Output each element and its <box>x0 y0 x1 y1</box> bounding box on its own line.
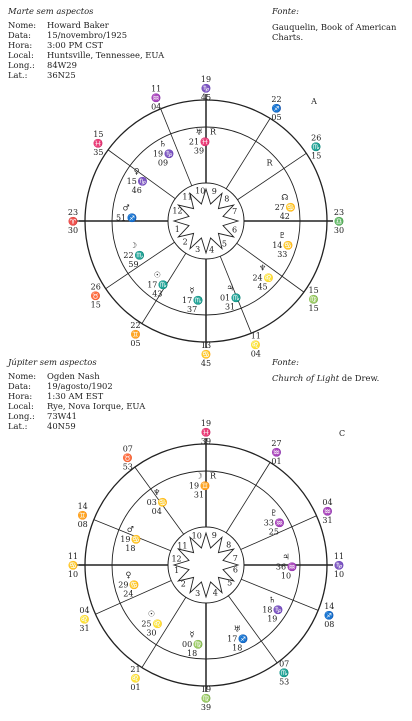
house-number: 1 <box>174 224 180 234</box>
cusp-sign: ♏ <box>279 668 290 678</box>
cusp-sign: ♋ <box>68 561 78 570</box>
planet-minute: 24 <box>123 589 134 599</box>
chart-letter: A <box>311 97 317 106</box>
planet-degree: 17 <box>227 634 238 644</box>
planet-label <box>120 525 141 553</box>
house-number: 1 <box>174 566 180 576</box>
planet-sign: ♒ <box>287 562 297 572</box>
house-number: 7 <box>232 207 238 217</box>
cusp-minute: 53 <box>279 677 290 687</box>
planet-glyph: R <box>266 158 273 168</box>
planet-sign: ♑ <box>137 177 148 186</box>
cusp-label <box>279 660 289 687</box>
house-number: 3 <box>195 244 201 254</box>
planet-degree: 29 <box>118 580 129 590</box>
planet-glyph: ♀ <box>133 167 140 176</box>
planet-degree: 17 <box>182 295 193 305</box>
planet-glyph: ☿ <box>189 285 195 295</box>
chart-a-source-text: Gauquelin, Book of American Charts. <box>272 22 397 42</box>
cusp-label <box>322 498 332 525</box>
cusp-label <box>151 85 161 112</box>
info-key: Data: <box>8 30 31 40</box>
info-value: 36N25 <box>47 70 76 80</box>
planet-sign: ♒ <box>274 518 285 528</box>
cusp-minute: 15 <box>90 300 101 310</box>
planet-label <box>118 570 139 598</box>
cusp-degree: 19 <box>200 75 212 84</box>
cusp-minute: 30 <box>67 226 79 235</box>
cusp-minute: 01 <box>130 682 141 692</box>
cusp-degree: 26 <box>90 282 101 292</box>
info-key: Long.: <box>8 60 35 70</box>
house-number: 11 <box>182 192 193 202</box>
cusp-degree: 21 <box>130 664 141 674</box>
planet-degree: 33 <box>263 518 274 528</box>
planet-glyph: ☊ <box>281 193 289 203</box>
planet-glyph: ☉ <box>147 609 156 619</box>
planet-glyph: ♀ <box>125 570 132 580</box>
planet-minute: 18 <box>187 648 198 658</box>
planet-glyph: ♅ <box>233 624 241 634</box>
planet-label <box>189 471 217 499</box>
cusp-sign: ♍ <box>201 694 211 703</box>
cusp-sign: ♍ <box>308 295 319 305</box>
cusp-label <box>130 665 140 692</box>
cusp-degree: 19 <box>200 685 212 694</box>
planet-glyph: ♇ <box>278 231 286 241</box>
planet-minute: 46 <box>131 186 142 195</box>
cusp-minute: 30 <box>333 226 345 235</box>
cusp-label <box>79 606 89 633</box>
cusp-degree: 22 <box>130 320 141 330</box>
cusp-sign: ♓ <box>93 138 104 148</box>
planet-degree: 22 <box>123 250 134 260</box>
planet-label <box>266 158 273 167</box>
cusp-minute: 45 <box>200 93 212 102</box>
info-key: Hora: <box>8 391 33 401</box>
cusp-degree: 04 <box>79 606 90 616</box>
cusp-minute: 39 <box>200 703 212 712</box>
planet-degree: 03 <box>146 497 157 507</box>
planet-sign: ♋ <box>131 534 142 544</box>
cusp-label <box>68 208 78 235</box>
chart-c-source-italic: Church of Light <box>272 373 340 383</box>
planet-degree: 19 <box>152 149 164 159</box>
cusp-minute: 05 <box>130 338 141 348</box>
cusp-minute: 05 <box>271 113 282 123</box>
planet-label <box>275 193 296 221</box>
cusp-degree: 19 <box>200 419 212 428</box>
info-key: Hora: <box>8 40 33 50</box>
cusp-label <box>123 444 133 471</box>
house-cusp-line <box>226 118 270 188</box>
planet-sign: ♓ <box>200 137 211 147</box>
planet-degree: 18 <box>262 605 273 615</box>
house-number: 10 <box>195 186 206 196</box>
planet-glyph: ♄ <box>268 595 276 605</box>
cusp-sign: ♒ <box>322 506 333 516</box>
house-number: 8 <box>224 194 230 204</box>
planet-label <box>276 552 297 580</box>
cusp-sign: ♌ <box>130 673 141 683</box>
cusp-label <box>78 502 88 529</box>
inner-ring <box>168 183 244 259</box>
cusp-minute: 31 <box>79 624 90 634</box>
cusp-minute: 45 <box>200 359 212 368</box>
cusp-label <box>201 419 211 446</box>
house-number: 12 <box>172 206 183 216</box>
planet-label <box>147 270 168 298</box>
cusp-degree: 23 <box>333 208 345 217</box>
cusp-sign: ♊ <box>77 511 88 521</box>
cusp-minute: 53 <box>122 462 133 472</box>
cusp-degree: 07 <box>279 659 290 669</box>
chart-letter: C <box>338 429 346 438</box>
planet-degree: 24 <box>252 273 263 283</box>
cusp-label <box>130 321 140 348</box>
cusp-degree: 13 <box>200 341 212 350</box>
house-number: 10 <box>191 531 202 541</box>
cusp-sign: ♏ <box>311 142 322 152</box>
planet-label <box>227 625 248 653</box>
planet-degree: 15 <box>126 177 137 186</box>
planet-minute: 31 <box>193 490 205 500</box>
info-key: Local: <box>8 401 34 411</box>
info-value: Ogden Nash <box>47 371 100 381</box>
planet-sign: ♏ <box>193 295 204 305</box>
cusp-sign: ♑ <box>334 561 344 570</box>
planet-degree: 17 <box>147 280 158 290</box>
house-number: 2 <box>182 237 188 247</box>
planet-degree: 00 <box>182 639 193 649</box>
planet-degree: 19 <box>188 481 200 491</box>
planet-glyph: ♆ <box>258 263 267 273</box>
planet-sign: ♌ <box>263 273 274 283</box>
planet-glyph: ☽ <box>195 471 203 481</box>
cusp-degree: 27 <box>271 439 282 449</box>
planet-glyph: ♇ <box>270 508 278 518</box>
planet-degree: 19 <box>120 534 131 544</box>
cusp-minute: 31 <box>322 515 333 525</box>
planet-label <box>116 204 137 223</box>
planet-sign: ♋ <box>283 241 294 251</box>
info-value: 15/novembro/1925 <box>47 30 128 40</box>
cusp-degree: 07 <box>122 444 133 454</box>
cusp-sign: ♉ <box>122 453 133 463</box>
planet-glyph: ♂ <box>122 203 130 213</box>
info-value: Rye, Nova Iorque, EUA <box>47 401 146 411</box>
planet-glyph: ♃ <box>226 283 234 293</box>
info-key: Long.: <box>8 411 35 421</box>
cusp-sign: ♑ <box>201 84 211 93</box>
cusp-degree: 11 <box>333 552 345 561</box>
cusp-label <box>334 208 344 235</box>
cusp-label <box>271 439 281 466</box>
cusp-minute: 10 <box>333 570 345 579</box>
info-key: Data: <box>8 381 31 391</box>
planet-minute: 43 <box>152 289 163 299</box>
planet-minute: 42 <box>279 212 290 222</box>
planet-minute: 33 <box>277 250 288 260</box>
cusp-sign: ♈ <box>68 217 78 226</box>
house-number: 8 <box>226 540 232 550</box>
planet-sign: ♌ <box>152 619 163 629</box>
planet-glyph: ♆ <box>153 487 161 497</box>
planet-glyph: ☉ <box>153 270 161 280</box>
cusp-sign: ♒ <box>151 93 162 103</box>
chart-a-wheel <box>68 75 344 368</box>
cusp-sign: ♓ <box>201 428 211 437</box>
planet-degree: 27 <box>274 203 285 213</box>
info-value: 19/agosto/1902 <box>47 381 113 391</box>
cusp-label <box>201 341 211 368</box>
cusp-minute: 39 <box>200 437 212 446</box>
cusp-label <box>251 331 261 358</box>
chart-a-title: Marte sem aspectos <box>8 6 94 16</box>
planet-label <box>272 231 293 259</box>
planet-sign: ♑ <box>273 605 284 615</box>
cusp-degree: 26 <box>311 133 322 143</box>
planet-minute: 09 <box>157 158 169 168</box>
planet-sign: ♐ <box>127 213 138 223</box>
cusp-degree: 15 <box>308 286 319 296</box>
cusp-label <box>311 134 321 161</box>
retrograde-mark: R <box>210 471 217 481</box>
planet-minute: 37 <box>187 304 198 314</box>
cusp-sign: ♐ <box>324 610 335 620</box>
planet-glyph: ♅ <box>195 127 203 137</box>
planet-sign: ♍ <box>193 639 204 649</box>
cusp-label <box>201 75 211 102</box>
chart-c-wheel <box>68 419 345 712</box>
planet-label <box>189 127 217 155</box>
planet-degree: 36 <box>275 562 287 572</box>
planet-label <box>264 509 285 537</box>
cusp-minute: 15 <box>311 151 322 161</box>
planet-sign: ♋ <box>285 203 296 213</box>
cusp-minute: 04 <box>151 102 162 112</box>
info-value: 1:30 AM EST <box>47 391 104 401</box>
planet-minute: 18 <box>125 543 136 553</box>
info-value: Huntsville, Tennessee, EUA <box>47 50 165 60</box>
planet-glyph: ♃ <box>282 552 290 562</box>
cusp-degree: 11 <box>250 331 261 341</box>
cusp-minute: 08 <box>77 520 88 530</box>
cusp-degree: 11 <box>67 552 79 561</box>
planet-label <box>141 610 162 638</box>
cusp-degree: 22 <box>271 95 282 105</box>
planet-minute: 25 <box>268 527 279 537</box>
cusp-degree: 11 <box>151 84 162 94</box>
retrograde-mark: R <box>210 127 217 137</box>
cusp-label <box>68 552 78 579</box>
chart-c-source-label: Fonte: <box>272 357 299 367</box>
house-number: 9 <box>211 187 217 197</box>
house-number: 2 <box>180 579 186 589</box>
planet-glyph: ♄ <box>159 139 167 149</box>
planet-sign: ♏ <box>134 250 145 260</box>
planet-sign: ♐ <box>238 634 249 644</box>
info-value: 84W29 <box>47 60 77 70</box>
info-value: 40N59 <box>47 421 76 431</box>
house-number: 6 <box>231 225 238 235</box>
planet-glyph: ☿ <box>189 629 195 639</box>
cusp-minute: 08 <box>324 619 335 629</box>
house-number: 9 <box>211 531 217 541</box>
info-key: Lat.: <box>8 70 28 80</box>
planet-label <box>262 596 283 624</box>
planet-degree: 14 <box>272 241 283 251</box>
info-key: Nome: <box>8 20 37 30</box>
cusp-label <box>201 685 211 712</box>
cusp-label <box>271 95 281 122</box>
cusp-sign: ♉ <box>90 291 101 301</box>
chart-a-source-label: Fonte: <box>272 6 299 16</box>
cusp-sign: ♐ <box>271 104 282 114</box>
info-key: Lat.: <box>8 421 28 431</box>
house-number: 11 <box>177 541 188 551</box>
info-value: 73W41 <box>47 411 77 421</box>
info-value: Howard Baker <box>47 20 109 30</box>
planet-sign: ♋ <box>157 497 168 507</box>
cusp-sign: ♌ <box>79 615 90 625</box>
house-number: 4 <box>212 588 218 598</box>
cusp-label <box>324 602 334 629</box>
cusp-sign: ♊ <box>130 329 141 339</box>
cusp-degree: 14 <box>77 502 88 512</box>
planet-degree: 51 <box>115 213 127 223</box>
planet-degree: 21 <box>188 137 200 147</box>
planet-label <box>153 140 174 168</box>
house-number: 6 <box>232 565 238 575</box>
cusp-label <box>93 130 103 157</box>
planet-sign: ♋ <box>129 580 140 590</box>
planet-sign: ♑ <box>164 149 175 159</box>
planet-label <box>182 630 203 658</box>
house-number: 7 <box>232 553 238 563</box>
planet-minute: 31 <box>224 302 236 312</box>
house-cusp-line <box>237 243 304 292</box>
cusp-minute: 35 <box>93 147 104 157</box>
house-number: 5 <box>227 578 233 588</box>
planet-glyph: ☽ <box>129 240 138 250</box>
planet-sign: ♏ <box>231 293 242 303</box>
cusp-label <box>334 552 344 579</box>
planet-label <box>182 286 203 314</box>
cusp-degree: 23 <box>67 208 79 217</box>
cusp-label <box>309 286 319 313</box>
planet-degree: 25 <box>141 619 152 629</box>
cusp-minute: 15 <box>308 304 319 314</box>
planet-sign: ♏ <box>158 280 169 290</box>
planet-minute: 04 <box>151 506 162 516</box>
planet-degree: 01 <box>219 293 231 303</box>
cusp-sign: ♋ <box>201 350 211 359</box>
cusp-sign: ♒ <box>271 448 282 458</box>
cusp-degree: 04 <box>322 497 333 507</box>
info-key: Local: <box>8 50 34 60</box>
house-number: 3 <box>195 588 201 598</box>
cusp-degree: 14 <box>324 601 335 611</box>
info-key: Nome: <box>8 371 37 381</box>
planet-glyph: ♂ <box>126 524 134 534</box>
planet-minute: 39 <box>193 146 205 156</box>
cusp-minute: 01 <box>271 457 282 467</box>
planet-label <box>127 167 148 195</box>
planet-label <box>147 488 168 516</box>
cusp-degree: 15 <box>93 129 104 139</box>
planet-minute: 19 <box>267 614 278 624</box>
planet-minute: 10 <box>280 571 292 581</box>
cusp-sign: ♌ <box>250 340 261 350</box>
planet-minute: 30 <box>146 628 157 638</box>
cusp-minute: 04 <box>250 349 261 359</box>
house-number: 12 <box>171 554 182 564</box>
planet-minute: 18 <box>232 643 243 653</box>
planet-minute: 59 <box>128 259 139 269</box>
house-number: 5 <box>221 239 228 249</box>
cusp-label <box>91 282 101 309</box>
cusp-minute: 10 <box>67 570 79 579</box>
planet-sign: ♊ <box>200 481 211 491</box>
chart-c-title: Júpiter sem aspectos <box>8 357 97 367</box>
planet-minute: 45 <box>257 282 268 292</box>
info-value: 3:00 PM CST <box>47 40 104 50</box>
house-number: 4 <box>209 245 215 255</box>
planet-label <box>220 283 241 311</box>
cusp-sign: ♎ <box>334 217 344 226</box>
chart-c-source-rest: de Drew. <box>339 373 380 383</box>
